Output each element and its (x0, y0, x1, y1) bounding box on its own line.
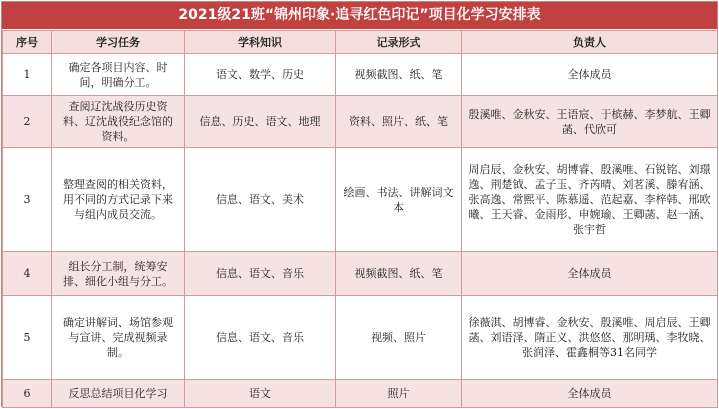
row-record: 视频、照片 (336, 296, 462, 380)
row-subject: 信息、语文、美术 (185, 148, 336, 252)
header-subject: 学科知识 (185, 31, 336, 54)
row-subject: 信息、语文、音乐 (185, 252, 336, 296)
row-subject: 信息、历史、语文、地理 (185, 96, 336, 148)
row-owner: 殷溪唯、金秋安、王语宸、于槟赫、李梦航、王卿菡、代欣可 (462, 96, 718, 148)
schedule-document (1, 1, 718, 407)
row-owner: 全体成员 (462, 380, 718, 408)
row-subject: 语文 (185, 380, 336, 408)
table-row (3, 96, 718, 148)
row-record: 资料、照片、纸、笔 (336, 96, 462, 148)
row-task: 整理查阅的相关资料，用不同的方式记录下来与组内成员交流。 (52, 148, 185, 252)
row-owner: 周启辰、金秋安、胡博睿、殷溪唯、石锐铭、刘璟逸、荆楚钺、孟子玉、齐芮晴、刘茗溪、滕宥涵、张高逸、常熙平、陈慕遥、范起嘉、李梓韩、邢欧曦、王天睿、金雨彤、申婉瑜、王卿菡、赵一涵、张宇哲 (462, 148, 718, 252)
table-row (3, 380, 718, 408)
row-task: 查阅辽沈战役历史资料、辽沈战役纪念馆的资料。 (52, 96, 185, 148)
row-subject: 信息、语文、音乐 (185, 296, 336, 380)
row-record: 照片 (336, 380, 462, 408)
row-task: 确定各项目内容、时间，明确分工。 (52, 54, 185, 96)
row-task: 组长分工制，统筹安排、细化小组与分工。 (52, 252, 185, 296)
table-row (3, 54, 718, 96)
table-row (3, 252, 718, 296)
row-owner: 徐薇淇、胡博睿、金秋安、殷溪唯、周启辰、王卿菡、刘语泽、隋正义、洪悠悠、那明瑀、李牧晓、张润泽、霍鑫桐等31名同学 (462, 296, 718, 380)
row-record: 视频截图、纸、笔 (336, 54, 462, 96)
row-owner: 全体成员 (462, 252, 718, 296)
table-row (3, 148, 718, 252)
row-task: 确定讲解词、场馆参观与宣讲、完成视频录制。 (52, 296, 185, 380)
header-no: 序号 (3, 31, 52, 54)
header-task: 学习任务 (52, 31, 185, 54)
row-number: 4 (3, 252, 52, 296)
table-row (3, 296, 718, 380)
header-record: 记录形式 (336, 31, 462, 54)
table-header-row (3, 31, 718, 54)
row-number: 1 (3, 54, 52, 96)
row-number: 2 (3, 96, 52, 148)
row-number: 5 (3, 296, 52, 380)
row-record: 绘画、书法、讲解词文本 (336, 148, 462, 252)
row-subject: 语文、数学、历史 (185, 54, 336, 96)
row-number: 6 (3, 380, 52, 408)
page-title: 2021级21班“锦州印象·追寻红色印记”项目化学习安排表 (2, 2, 717, 30)
row-number: 3 (3, 148, 52, 252)
row-owner: 全体成员 (462, 54, 718, 96)
row-record: 视频截图、纸、笔 (336, 252, 462, 296)
row-task: 反思总结项目化学习 (52, 380, 185, 408)
header-owner: 负责人 (462, 31, 718, 54)
schedule-table (2, 30, 718, 408)
